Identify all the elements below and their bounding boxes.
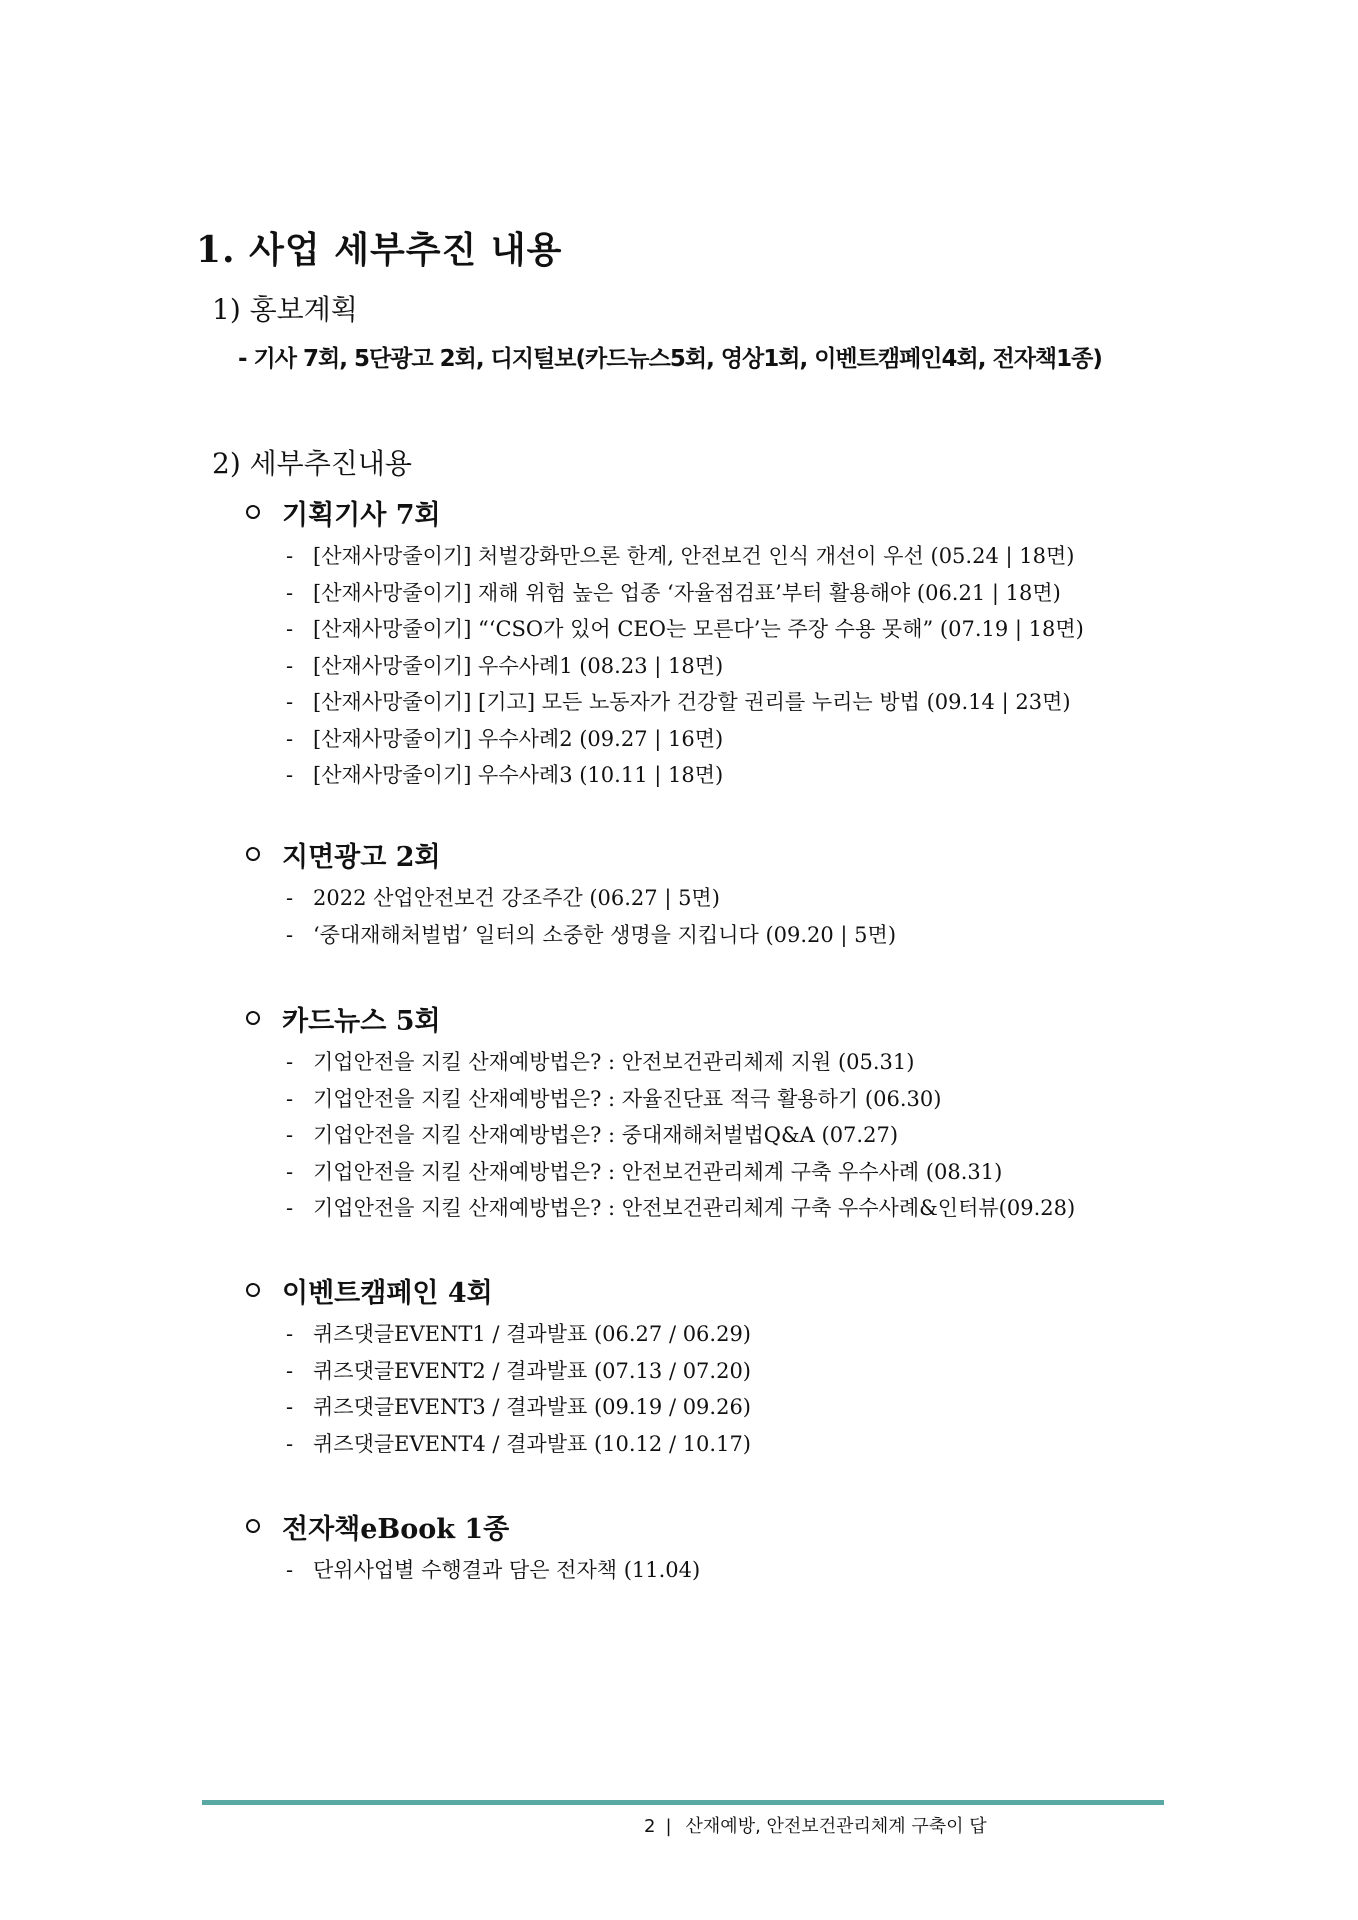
section-header xyxy=(246,494,1084,530)
item-list xyxy=(286,1044,1075,1227)
page-heading: 1. 사업 세부추진 내용 xyxy=(196,229,563,271)
section-print-ads xyxy=(246,836,896,953)
section-header xyxy=(246,1508,700,1544)
section-header xyxy=(246,1272,751,1308)
list-item: - 퀴즈댓글EVENT2 / 결과발표 (07.13 / 07.20) xyxy=(286,1358,752,1383)
section-header xyxy=(246,836,896,872)
item-list xyxy=(286,538,1084,794)
list-item: - 2022 산업안전보건 강조주간 (06.27 | 5면) xyxy=(286,886,720,910)
circle-bullet-icon xyxy=(246,1283,260,1297)
circle-bullet-icon xyxy=(246,505,260,519)
list-item: - [산재사망줄이기] 우수사례3 (10.11 | 18면) xyxy=(286,763,724,787)
section-title: 전자책eBook 1종 xyxy=(282,1513,510,1545)
list-item: - 기업안전을 지킬 산재예방법은? : 안전보건관리체계 구축 우수사례 (08.31) xyxy=(286,1159,1003,1184)
list-item: - [산재사망줄이기] 우수사례1 (08.23 | 18면) xyxy=(286,653,724,678)
section-title: 지면광고 2회 xyxy=(282,841,441,873)
footer-text: 산재예방, 안전보건관리체계 구축이 답 xyxy=(685,1816,987,1837)
page-number: 2 xyxy=(644,1816,656,1837)
item-list xyxy=(286,880,896,953)
list-item: - [산재사망줄이기] 재해 위험 높은 업종 ‘자율점검표’부터 활용해야 (06.21 | 18면) xyxy=(286,580,1061,605)
plan-title: 1) 홍보계획 xyxy=(212,293,358,326)
circle-bullet-icon xyxy=(246,847,260,861)
list-item: - 퀴즈댓글EVENT4 / 결과발표 (10.12 / 10.17) xyxy=(286,1431,752,1456)
page-footer xyxy=(644,1812,987,1838)
section-title: 기획기사 7회 xyxy=(282,499,441,531)
list-item: - ‘중대재해처벌법’ 일터의 소중한 생명을 지킵니다 (09.20 | 5면) xyxy=(286,922,897,947)
list-item: - [산재사망줄이기] “‘CSO가 있어 CEO는 모른다’는 주장 수용 못해” (07.19 | 18면) xyxy=(286,617,1084,641)
section-title: 이벤트캠페인 4회 xyxy=(282,1277,493,1309)
item-list xyxy=(286,1316,751,1462)
section-header xyxy=(246,1000,1075,1036)
list-item: - 기업안전을 지킬 산재예방법은? : 안전보건관리체계 구축 우수사례&인터뷰(09.28) xyxy=(286,1196,1076,1220)
list-item: - 단위사업별 수행결과 담은 전자책 (11.04) xyxy=(286,1558,701,1582)
list-item: - 기업안전을 지킬 산재예방법은? : 자율진단표 적극 활용하기 (06.30) xyxy=(286,1086,942,1111)
details-title: 2) 세부추진내용 xyxy=(212,447,412,480)
list-item: - 기업안전을 지킬 산재예방법은? : 중대재해처벌법Q&A (07.27) xyxy=(286,1123,899,1147)
footer-divider xyxy=(202,1800,1164,1805)
section-event-campaign xyxy=(246,1272,751,1462)
section-ebook xyxy=(246,1508,700,1589)
list-item: - 퀴즈댓글EVENT1 / 결과발표 (06.27 / 06.29) xyxy=(286,1322,752,1346)
list-item: - [산재사망줄이기] [기고] 모든 노동자가 건강할 권리를 누리는 방법 (09.14 | 23면) xyxy=(286,690,1071,714)
circle-bullet-icon xyxy=(246,1011,260,1025)
circle-bullet-icon xyxy=(246,1519,260,1533)
section-card-news xyxy=(246,1000,1075,1227)
list-item: - [산재사망줄이기] 처벌강화만으론 한계, 안전보건 인식 개선이 우선 (05.24 | 18면) xyxy=(286,544,1075,568)
list-item: - 기업안전을 지킬 산재예방법은? : 안전보건관리체제 지원 (05.31) xyxy=(286,1050,915,1074)
list-item: - [산재사망줄이기] 우수사례2 (09.27 | 16면) xyxy=(286,726,724,751)
list-item: - 퀴즈댓글EVENT3 / 결과발표 (09.19 / 09.26) xyxy=(286,1395,752,1419)
section-planned-articles xyxy=(246,494,1084,794)
footer-separator: | xyxy=(665,1816,672,1837)
section-title: 카드뉴스 5회 xyxy=(282,1005,441,1037)
plan-summary: - 기사 7회, 5단광고 2회, 디지털보(카드뉴스5회, 영상1회, 이벤트캠페인4회, 전자책1종) xyxy=(238,346,1102,372)
item-list xyxy=(286,1552,700,1589)
